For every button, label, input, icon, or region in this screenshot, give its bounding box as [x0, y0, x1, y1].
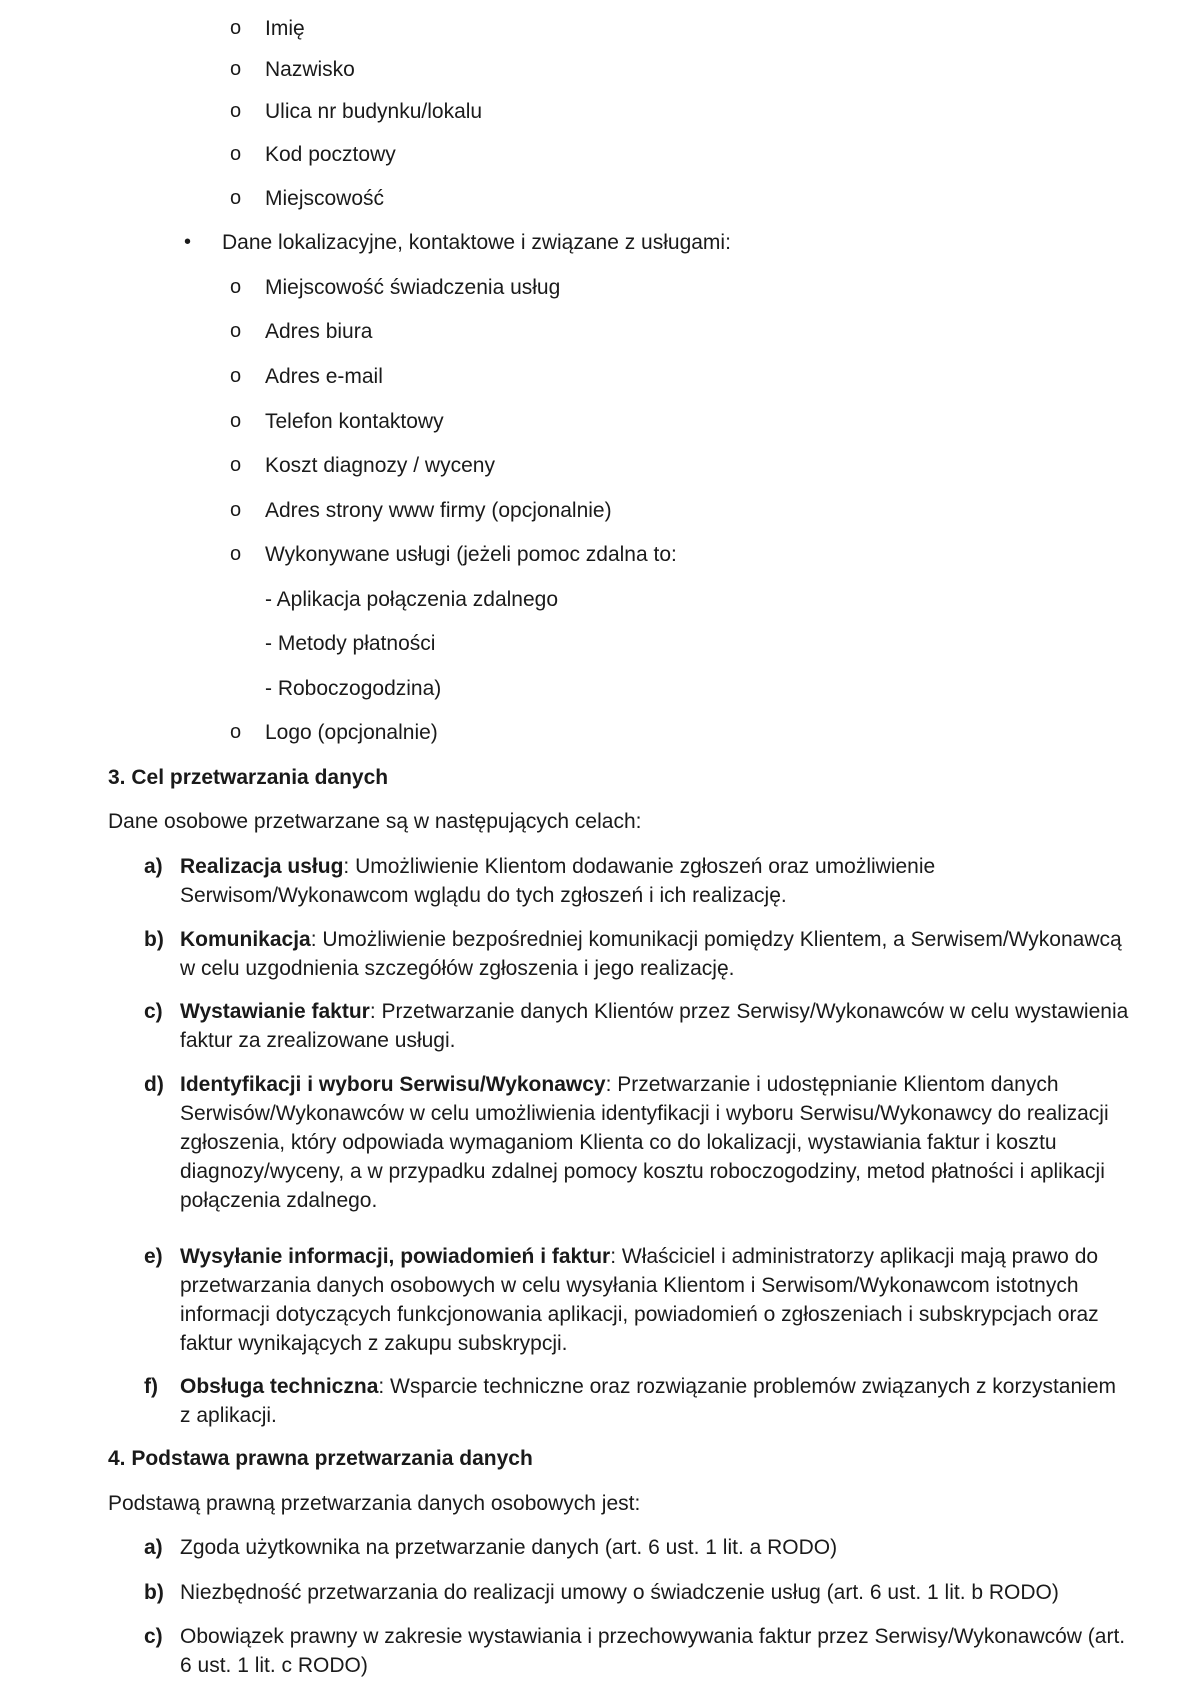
- list-item-title: Dane lokalizacyjne, kontaktowe i związane z usługami:: [222, 231, 731, 254]
- item-title: Identyfikacji i wyboru Serwisu/Wykonawcy: [180, 1073, 606, 1096]
- item-title: Obsługa techniczna: [180, 1375, 379, 1398]
- list-item: Koszt diagnozy / wyceny: [265, 454, 495, 477]
- list-item: Nazwisko: [265, 58, 355, 81]
- purpose-item: [180, 852, 1130, 910]
- list-bullet: o: [230, 17, 242, 39]
- item-text: : Umożliwienie bezpośredniej komunikacji pomiędzy Klientem, a Serwisem/Wykonawcą w celu uzgodnienia szczegółów zgłoszenia i jego realizację.: [180, 928, 1122, 980]
- item-label: d): [144, 1073, 164, 1096]
- list-item: Logo (opcjonalnie): [265, 721, 438, 744]
- item-label: b): [144, 1581, 164, 1604]
- list-bullet: •: [184, 231, 192, 253]
- remote-item: - Metody płatności: [265, 632, 436, 655]
- section-heading: 4. Podstawa prawna przetwarzania danych: [108, 1447, 533, 1470]
- list-bullet: o: [230, 143, 242, 165]
- list-bullet: o: [230, 58, 242, 80]
- list-bullet: o: [230, 499, 242, 521]
- item-text: : Przetwarzanie i udostępnianie Klientom danych Serwisów/Wykonawców w celu umożliwienia identyfikacji i wyboru Serwisu/Wykonawcy do realizacji zgłoszenia, który odpowiada wymaganiom Klienta co do lokalizacji, wystawiania faktur i kosztu diagnozy/wyceny, a w przypadku zdalnej pomocy kosztu roboczogodziny, metod płatności i aplikacji połączenia zdalnego.: [180, 1073, 1109, 1212]
- list-item: Adres biura: [265, 320, 373, 343]
- item-label: c): [144, 1625, 163, 1648]
- item-label: c): [144, 1000, 163, 1023]
- legal-basis-item: Niezbędność przetwarzania do realizacji umowy o świadczenie usług (art. 6 ust. 1 lit. b RODO): [180, 1581, 1059, 1604]
- item-label: a): [144, 855, 163, 878]
- section-heading: 3. Cel przetwarzania danych: [108, 766, 389, 789]
- purpose-item: [180, 997, 1130, 1055]
- item-label: b): [144, 928, 164, 951]
- list-item: Miejscowość świadczenia usług: [265, 276, 561, 299]
- list-item: Imię: [265, 17, 305, 40]
- section-intro: Dane osobowe przetwarzane są w następujących celach:: [108, 810, 642, 833]
- legal-basis-item: Obowiązek prawny w zakresie wystawiania i przechowywania faktur przez Serwisy/Wykonawców (art. 6 ust. 1 lit. c RODO): [180, 1625, 1126, 1677]
- list-item: Adres e-mail: [265, 365, 383, 388]
- remote-item: - Roboczogodzina): [265, 677, 442, 700]
- list-bullet: o: [230, 543, 242, 565]
- item-text: : Umożliwienie Klientom dodawanie zgłoszeń oraz umożliwienie Serwisom/Wykonawcom wglądu do tych zgłoszeń i ich realizację.: [180, 855, 936, 907]
- list-bullet: o: [230, 721, 242, 743]
- item-title: Realizacja usług: [180, 855, 344, 878]
- section-intro: Podstawą prawną przetwarzania danych osobowych jest:: [108, 1492, 641, 1515]
- list-bullet: o: [230, 187, 242, 209]
- list-bullet: o: [230, 365, 242, 387]
- purpose-item: [180, 1372, 1130, 1430]
- legal-basis-item: Zgoda użytkownika na przetwarzanie danych (art. 6 ust. 1 lit. a RODO): [180, 1536, 838, 1559]
- list-bullet: o: [230, 100, 242, 122]
- item-text: : Wsparcie techniczne oraz rozwiązanie problemów związanych z korzystaniem z aplikacji.: [180, 1375, 1116, 1427]
- list-bullet: o: [230, 320, 242, 342]
- item-title: Wysyłanie informacji, powiadomień i faktur: [180, 1245, 611, 1268]
- item-label: f): [144, 1375, 158, 1398]
- item-text: : Właściciel i administratorzy aplikacji mają prawo do przetwarzania danych osobowych w celu wysyłania Klientom i Serwisom/Wykonawcom istotnych informacji dotyczących funkcjonowania aplikacji, powiadomień o zgłoszeniach i subskrypcjach oraz faktur wynikających z zakupu subskrypcji.: [180, 1245, 1099, 1355]
- item-label: a): [144, 1536, 163, 1559]
- purpose-item: [180, 925, 1130, 983]
- remote-item: - Aplikacja połączenia zdalnego: [265, 588, 559, 611]
- item-label: e): [144, 1245, 163, 1268]
- list-bullet: o: [230, 410, 242, 432]
- purpose-item: [180, 1070, 1130, 1215]
- list-item: Adres strony www firmy (opcjonalnie): [265, 499, 612, 522]
- list-item: Miejscowość: [265, 187, 385, 210]
- list-item: Wykonywane usługi (jeżeli pomoc zdalna to:: [265, 543, 677, 566]
- list-item: Kod pocztowy: [265, 143, 396, 166]
- list-item: Ulica nr budynku/lokalu: [265, 100, 483, 123]
- list-item: Telefon kontaktowy: [265, 410, 444, 433]
- purpose-item: [180, 1242, 1130, 1358]
- list-bullet: o: [230, 454, 242, 476]
- item-title: Wystawianie faktur: [180, 1000, 370, 1023]
- item-text: : Przetwarzanie danych Klientów przez Serwisy/Wykonawców w celu wystawienia faktur za zrealizowane usługi.: [180, 1000, 1129, 1052]
- item-title: Komunikacja: [180, 928, 311, 951]
- list-bullet: o: [230, 276, 242, 298]
